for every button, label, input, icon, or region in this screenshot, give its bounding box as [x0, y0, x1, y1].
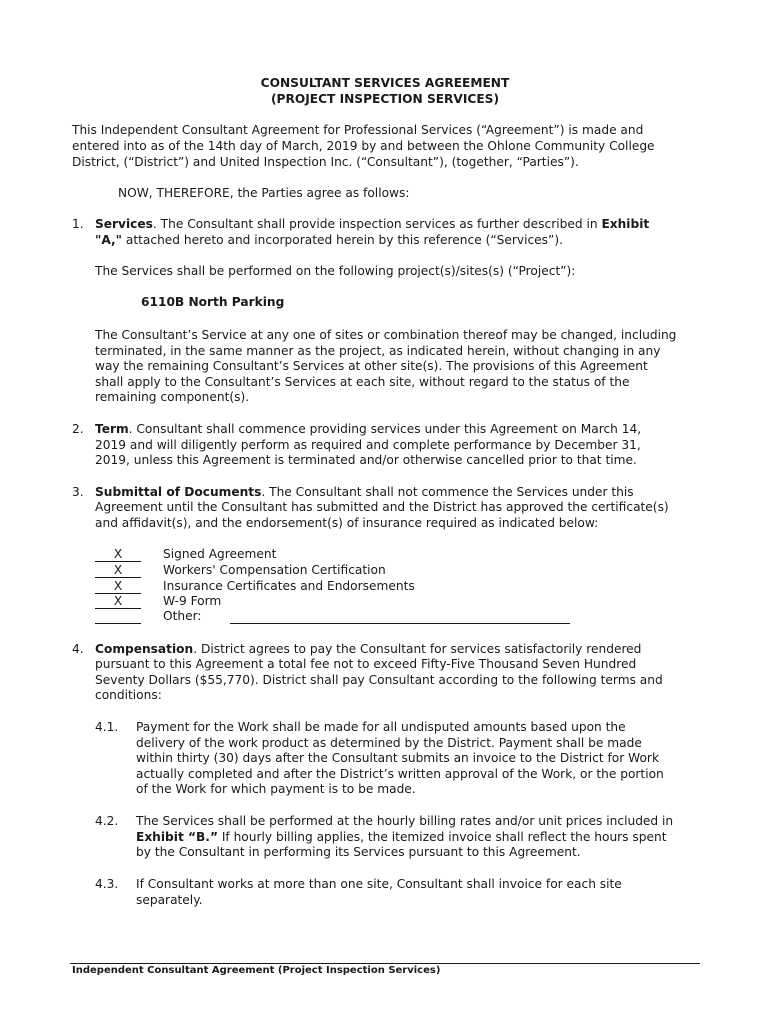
exhibit-reference: Exhibit	[601, 217, 650, 231]
section-line: Compensation. District agrees to pay the Consultant for services satisfactorily rendered	[95, 642, 642, 656]
section-line: 2019 and will diligently perform as required and complete performance by December 31,	[95, 438, 641, 452]
intro-line: This Independent Consultant Agreement for Professional Services (“Agreement”) is made and	[72, 123, 644, 137]
checklist-label: Workers' Compensation Certification	[163, 563, 386, 577]
subsection-line: Payment for the Work shall be made for all undisputed amounts based upon the	[136, 720, 626, 734]
intro-line: entered into as of the 14th day of March, 2019 by and between the Ohlone Community College	[72, 139, 655, 153]
section-number: 3.	[72, 485, 84, 499]
section-line: Agreement until the Consultant has submitted and the District has approved the certificate(s)	[95, 500, 669, 514]
subsection-number: 4.2.	[95, 814, 119, 828]
section-heading: Submittal of Documents	[95, 485, 262, 499]
checklist-item	[95, 579, 141, 595]
subsection-number: 4.1.	[95, 720, 119, 734]
footer-divider	[70, 963, 700, 964]
other-blank-line	[230, 623, 570, 624]
paragraph-line: remaining component(s).	[95, 390, 250, 404]
checklist-label: Other:	[163, 609, 202, 623]
checkbox-mark: X	[95, 547, 141, 562]
subsection-line: within thirty (30) days after the Consultant submits an invoice to the District for Work	[136, 751, 659, 765]
paragraph-line: shall apply to the Consultant’s Services at each site, without regard to the status of the	[95, 375, 630, 389]
subsection-line: delivery of the work product as determined by the District. Payment shall be made	[136, 736, 642, 750]
section-number: 4.	[72, 642, 84, 656]
paragraph-line: The Consultant’s Service at any one of sites or combination thereof may be changed, including	[95, 328, 677, 342]
exhibit-reference: Exhibit “B.”	[136, 830, 218, 844]
checklist-item	[95, 547, 141, 563]
checklist-item	[95, 609, 141, 625]
checkbox-mark: X	[95, 579, 141, 594]
section-number: 1.	[72, 217, 84, 231]
section-line: Term. Consultant shall commence providing services under this Agreement on March 14,	[95, 422, 642, 436]
subsection-line: The Services shall be performed at the hourly billing rates and/or unit prices included in	[136, 814, 674, 828]
paragraph-line: way the remaining Consultant’s Services at other site(s). The provisions of this Agreement	[95, 359, 648, 373]
subsection-line: of the Work for which payment is to be made.	[136, 782, 416, 796]
subsection-line: If Consultant works at more than one site, Consultant shall invoice for each site	[136, 877, 622, 891]
paragraph-line: terminated, in the same manner as the project, as indicated herein, without changing in any	[95, 344, 661, 358]
section-heading: Term	[95, 422, 129, 436]
section-line: Seventy Dollars ($55,770). District shall pay Consultant according to the following terms and	[95, 673, 663, 687]
now-therefore-line: NOW, THEREFORE, the Parties agree as follows:	[118, 186, 410, 200]
checkbox-mark: X	[95, 594, 141, 609]
subsection-line: Exhibit “B.” If hourly billing applies, the itemized invoice shall reflect the hours spent	[136, 830, 667, 844]
checklist-label: W-9 Form	[163, 594, 222, 608]
checklist-item	[95, 594, 141, 610]
checklist-label: Insurance Certificates and Endorsements	[163, 579, 415, 593]
subsection-line: by the Consultant in performing its Services pursuant to this Agreement.	[136, 845, 581, 859]
intro-line: District, (“District”) and United Inspection Inc. (“Consultant”), (together, “Parties”).	[72, 155, 579, 169]
section-line: Submittal of Documents. The Consultant shall not commence the Services under this	[95, 485, 634, 499]
checklist-item	[95, 563, 141, 579]
project-intro: The Services shall be performed on the following project(s)/sites(s) (“Project”):	[95, 264, 576, 278]
section-number: 2.	[72, 422, 84, 436]
subsection-number: 4.3.	[95, 877, 119, 891]
section-line: and affidavit(s), and the endorsement(s) of insurance required as indicated below:	[95, 516, 599, 530]
subsection-line: separately.	[136, 893, 203, 907]
checkbox-mark: X	[95, 563, 141, 578]
document-title: CONSULTANT SERVICES AGREEMENT	[260, 76, 510, 90]
checklist-label: Signed Agreement	[163, 547, 277, 561]
subsection-line: actually completed and after the District’s written approval of the Work, or the portion	[136, 767, 664, 781]
page-footer: Independent Consultant Agreement (Project Inspection Services)	[72, 965, 441, 976]
section-heading: Compensation	[95, 642, 194, 656]
section-line: pursuant to this Agreement a total fee not to exceed Fifty-Five Thousand Seven Hundred	[95, 657, 637, 671]
section-line: "A," attached hereto and incorporated herein by this reference (“Services”).	[95, 233, 563, 247]
section-line: Services. The Consultant shall provide inspection services as further described in Exhibit	[95, 217, 650, 231]
document-subtitle: (PROJECT INSPECTION SERVICES)	[270, 92, 500, 106]
section-line: 2019, unless this Agreement is terminated and/or otherwise cancelled prior to that time.	[95, 453, 637, 467]
section-line: conditions:	[95, 688, 162, 702]
project-name: 6110B North Parking	[141, 295, 285, 309]
checkbox-mark	[95, 609, 141, 624]
section-heading: Services	[95, 217, 153, 231]
